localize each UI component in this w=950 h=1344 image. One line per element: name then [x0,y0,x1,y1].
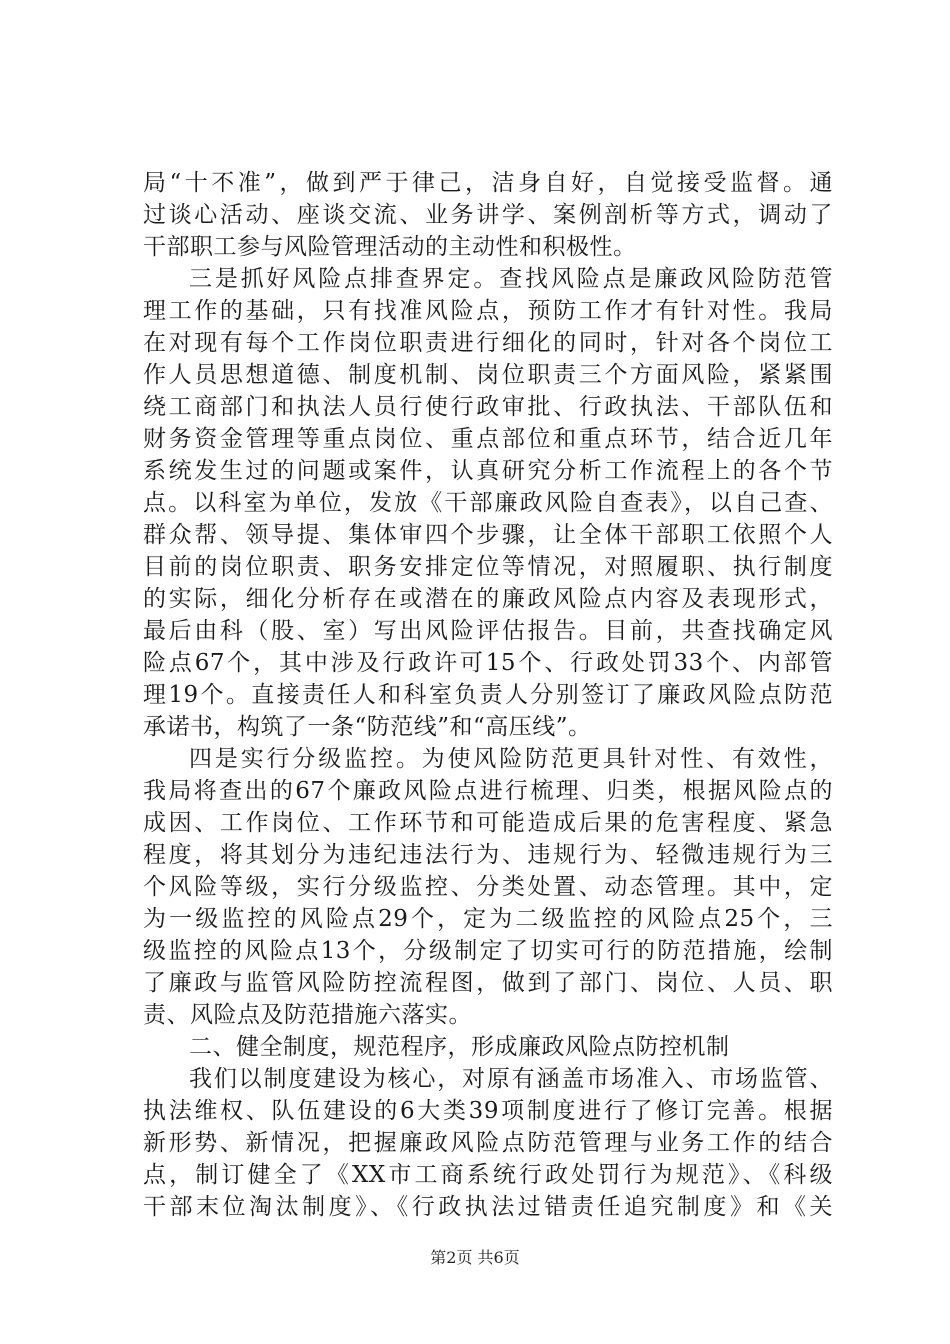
text-line: 险点67个，其中涉及行政许可15个、行政处罚33个、内部管 [143,650,833,676]
page-number-footer: 第2页 共6页 [430,1248,520,1267]
text-line: 了廉政与监管风险防控流程图，做到了部门、岗位、人员、职 [143,970,833,996]
text-line: 在对现有每个工作岗位职责进行细化的同时，针对各个岗位工 [143,330,833,356]
text-line: 程度，将其划分为违纪违法行为、违规行为、轻微违规行为三 [143,842,833,868]
text-line: 四是实行分级监控。为使风险防范更具针对性、有效性， [189,746,833,772]
text-line: 财务资金管理等重点岗位、重点部位和重点环节，结合近几年 [143,426,833,452]
text-line: 局“十不准”，做到严于律己，洁身自好，自觉接受监督。通 [143,170,833,196]
paragraph [143,1063,833,1223]
section-heading: 二、健全制度，规范程序，形成廉政风险点防控机制 [189,1034,730,1060]
text-line: 承诺书，构筑了一条“防范线”和“高压线”。 [143,714,592,740]
text-line: 作人员思想道德、制度机制、岗位职责三个方面风险，紧紧围 [143,362,833,388]
text-line: 理19个。直接责任人和科室负责人分别签订了廉政风险点防范 [143,682,833,708]
text-line: 过谈心活动、座谈交流、业务讲学、案例剖析等方式，调动了 [143,202,833,228]
text-line: 的实际，细化分析存在或潜在的廉政风险点内容及表现形式， [143,586,833,612]
text-line: 成因、工作岗位、工作环节和可能造成后果的危害程度、紧急 [143,810,833,836]
paragraph [143,743,833,1031]
text-line: 点。以科室为单位，发放《干部廉政风险自查表》，以自己查、 [143,490,833,516]
text-line: 干部职工参与风险管理活动的主动性和积极性。 [143,234,637,260]
text-line: 群众帮、领导提、集体审四个步骤，让全体干部职工依照个人 [143,522,833,548]
text-line: 理工作的基础，只有找准风险点，预防工作才有针对性。我局 [143,298,833,324]
text-line: 执法维权、队伍建设的6大类39项制度进行了修订完善。根据 [143,1098,833,1124]
text-line: 目前的岗位职责、职务安排定位等情况，对照履职、执行制度 [143,554,833,580]
text-line: 个风险等级，实行分级监控、分类处置、动态管理。其中，定 [143,874,833,900]
text-line: 三是抓好风险点排查界定。查找风险点是廉政风险防范管 [189,266,833,292]
text-line: 点，制订健全了《XX市工商系统行政处罚行为规范》、《科级 [143,1162,833,1188]
paragraph [143,167,833,263]
text-line: 干部末位淘汰制度》、《行政执法过错责任追究制度》和《关 [143,1194,833,1220]
text-line: 我们以制度建设为核心，对原有涵盖市场准入、市场监管、 [189,1066,833,1092]
text-line: 为一级监控的风险点29个，定为二级监控的风险点25个，三 [143,906,833,932]
text-line: 级监控的风险点13个，分级制定了切实可行的防范措施，绘制 [143,938,833,964]
text-line: 新形势、新情况，把握廉政风险点防范管理与业务工作的结合 [143,1130,833,1156]
paragraph [143,263,833,743]
text-line: 绕工商部门和执法人员行使行政审批、行政执法、干部队伍和 [143,394,833,420]
text-line: 我局将查出的67个廉政风险点进行梳理、归类，根据风险点的 [143,778,833,804]
body-text [143,167,833,1223]
text-line: 系统发生过的问题或案件，认真研究分析工作流程上的各个节 [143,458,833,484]
text-line: 最后由科（股、室）写出风险评估报告。目前，共查找确定风 [143,618,833,644]
text-line: 责、风险点及防范措施六落实。 [143,1002,472,1028]
